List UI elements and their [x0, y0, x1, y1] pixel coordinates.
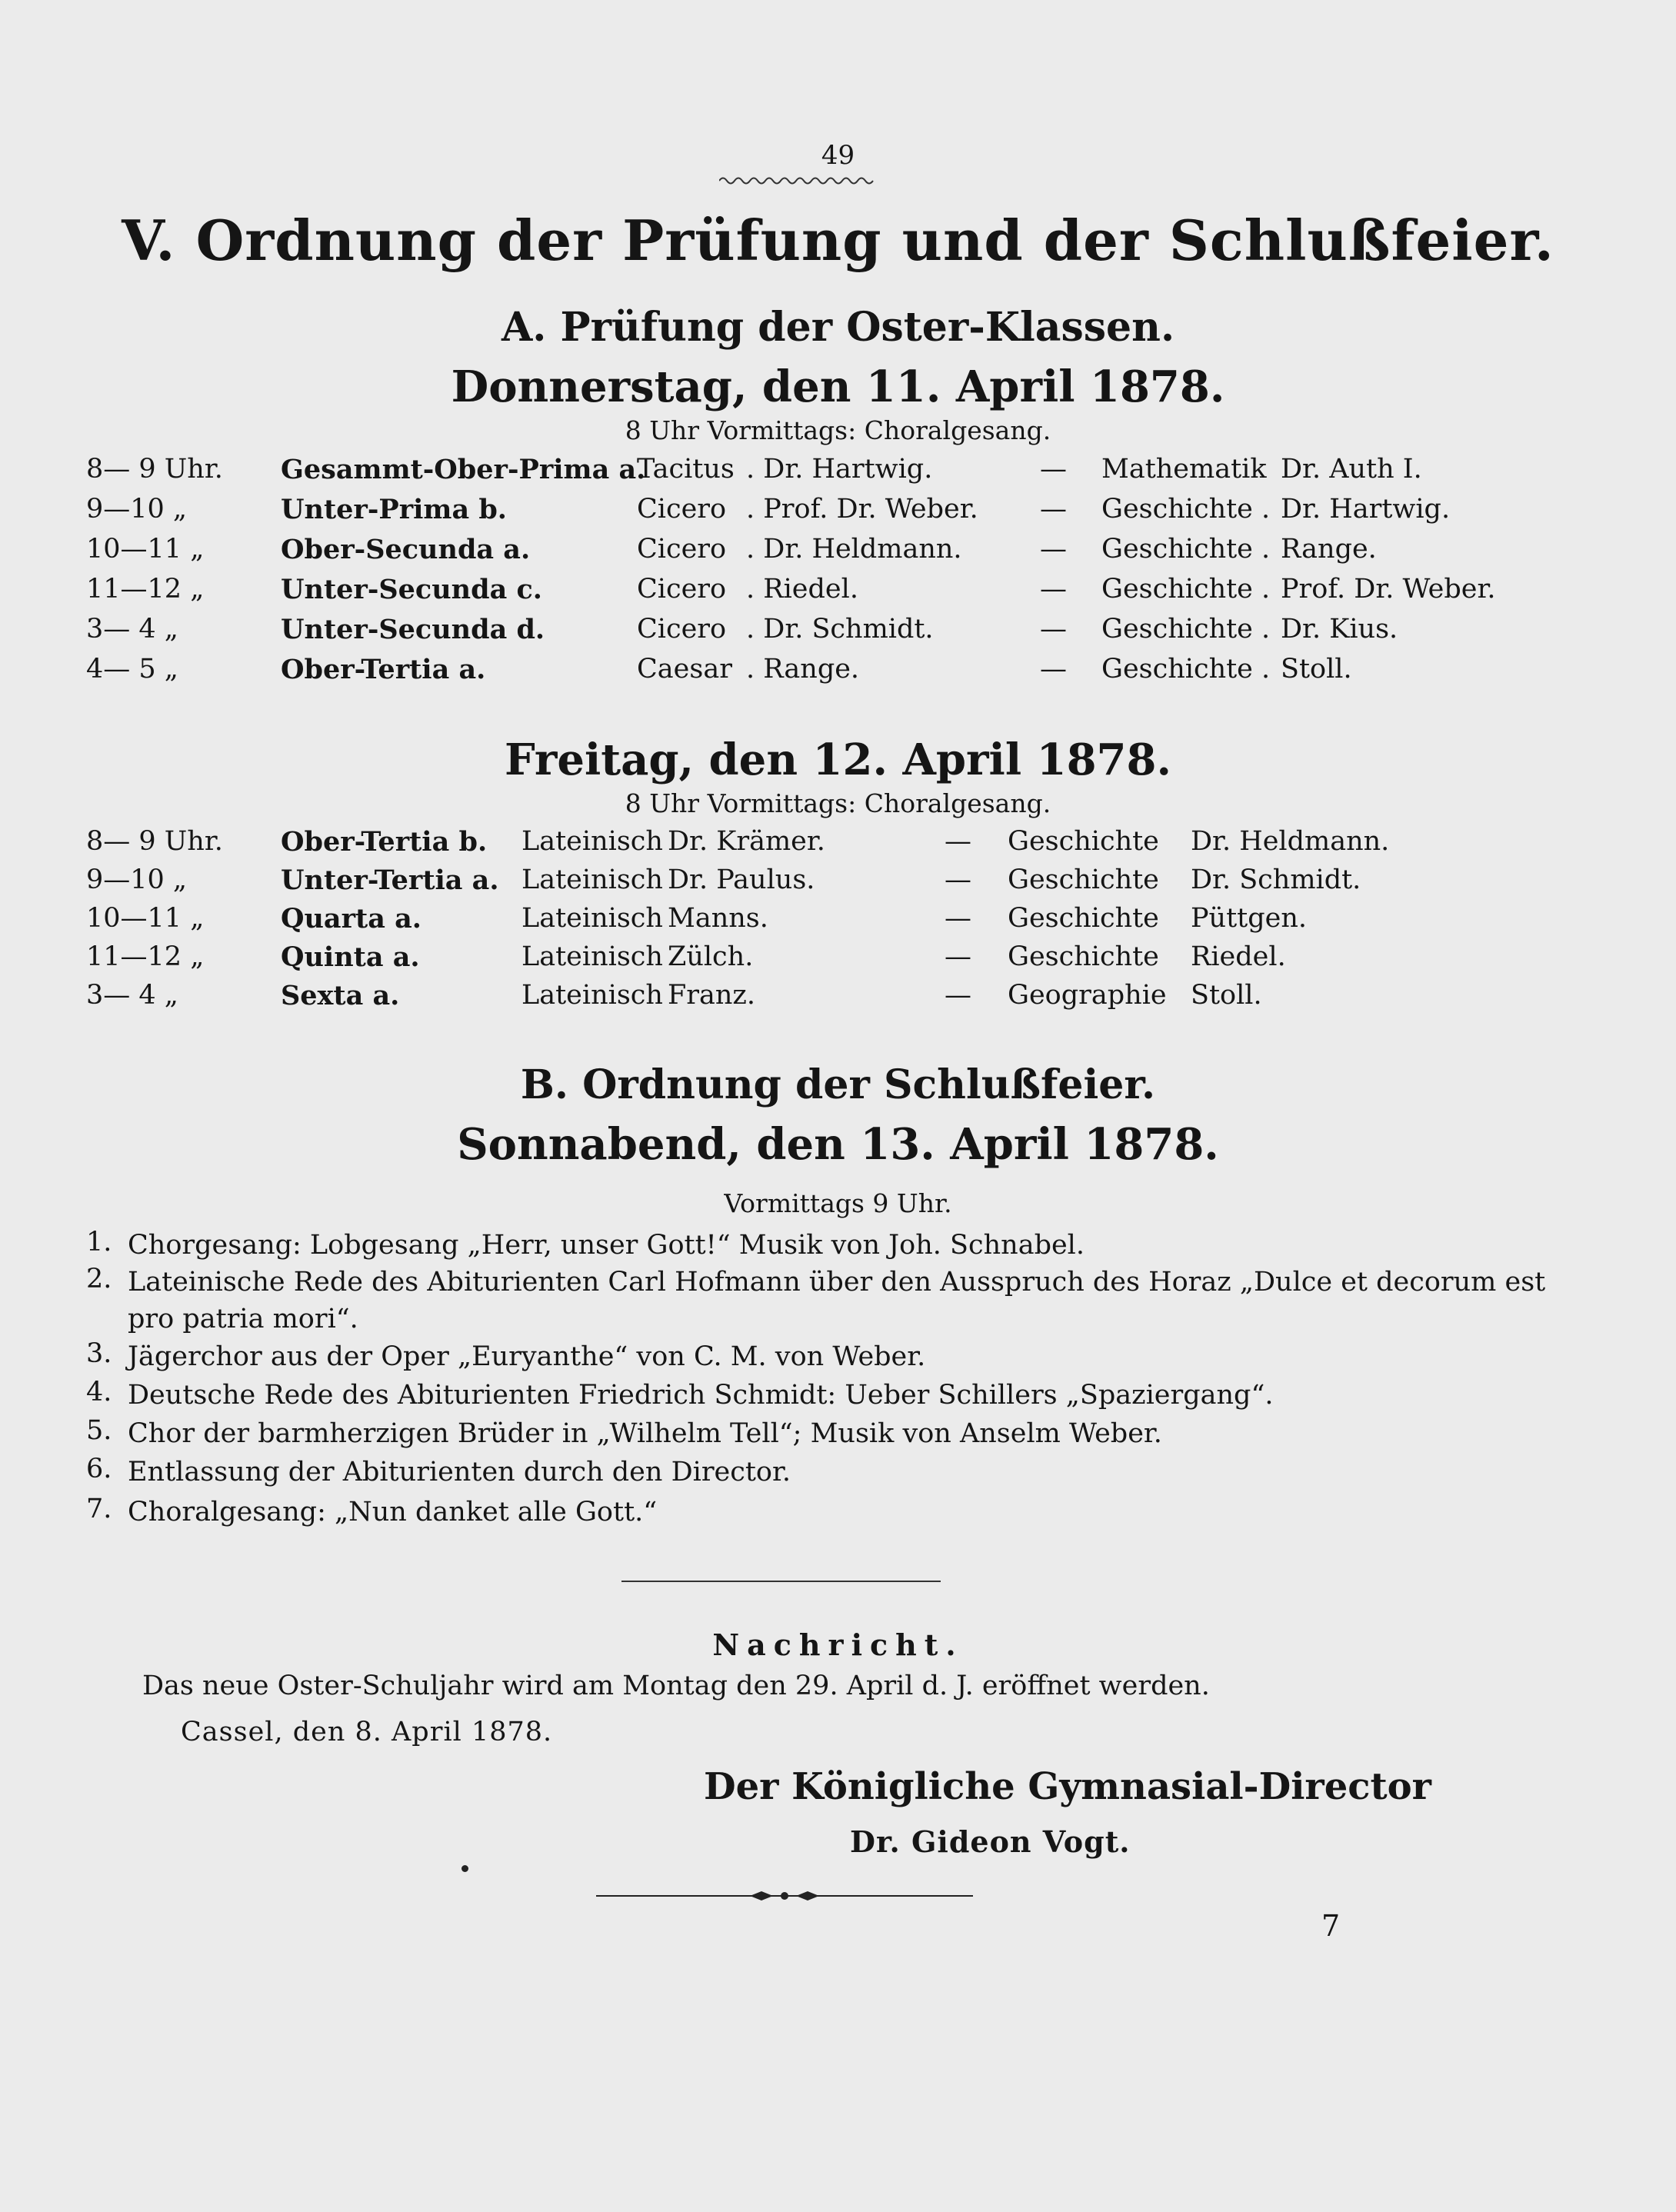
table-row	[0, 574, 1676, 612]
day1-heading: Donnerstag, den 11. April 1878.	[451, 361, 1225, 412]
item-text: Entlassung der Abiturienten durch den Director.	[128, 1457, 791, 1487]
subject-cell: Geschichte	[1008, 941, 1159, 972]
subject-cell: Lateinisch	[521, 826, 663, 857]
teacher-cell: . Dr. Heldmann.	[746, 534, 962, 565]
teacher-cell: Dr. Krämer.	[668, 826, 825, 857]
subject-cell: Cicero	[637, 534, 727, 565]
section-a-title: A. Prüfung der Oster-Klassen.	[501, 304, 1175, 351]
time-cell: 8— 9 Uhr.	[86, 454, 223, 485]
subject-cell: Geschichte .	[1101, 534, 1271, 565]
teacher-cell: . Dr. Schmidt.	[746, 614, 934, 645]
item-text: Choralgesang: „Nun danket alle Gott.“	[128, 1497, 658, 1527]
teacher-cell: Dr. Schmidt.	[1191, 864, 1361, 895]
item-number: 4.	[86, 1377, 112, 1407]
sheet-mark: 7	[1321, 1909, 1341, 1943]
time-cell: 3— 4 „	[86, 980, 178, 1011]
ink-dot	[461, 1865, 468, 1872]
table-row	[0, 494, 1676, 532]
teacher-cell: Dr. Heldmann.	[1191, 826, 1390, 857]
teacher-cell: Franz.	[668, 980, 755, 1011]
item-number: 3.	[86, 1338, 112, 1369]
time-cell: 11—12 „	[86, 574, 205, 605]
day1-subtitle: 8 Uhr Vormittags: Choralgesang.	[625, 415, 1051, 445]
page-number: 49	[821, 140, 855, 171]
item-number: 6.	[86, 1454, 112, 1484]
divider	[621, 1581, 941, 1582]
place-date: Cassel, den 8. April 1878.	[181, 1717, 553, 1747]
notice-text: Das neue Oster-Schuljahr wird am Montag den 29. April d. J. eröffnet werden.	[142, 1671, 1210, 1701]
class-cell: Ober-Secunda a.	[281, 534, 531, 565]
subject-cell: Cicero	[637, 494, 727, 525]
table-row	[0, 826, 1676, 864]
subject-cell: Geschichte	[1008, 864, 1159, 895]
subject-cell: Cicero	[637, 574, 727, 605]
signature-title: Der Königliche Gymnasial-Director	[704, 1765, 1431, 1808]
table-row	[0, 454, 1676, 492]
day3-heading: Sonnabend, den 13. April 1878.	[457, 1119, 1219, 1170]
table-row	[0, 941, 1676, 980]
subject-cell: Lateinisch	[521, 980, 663, 1011]
teacher-cell: . Dr. Hartwig.	[746, 454, 933, 485]
dash-cell: —	[945, 941, 971, 972]
time-cell: 4— 5 „	[86, 654, 178, 685]
table-row	[0, 903, 1676, 941]
subject-cell: Geschichte .	[1101, 614, 1271, 645]
class-cell: Gesammt-Ober-Prima a.	[281, 454, 646, 485]
class-cell: Ober-Tertia a.	[281, 654, 486, 685]
dash-cell: —	[1040, 654, 1067, 685]
item-number: 2.	[86, 1264, 112, 1294]
subject-cell: Geschichte	[1008, 903, 1159, 934]
item-number: 1.	[86, 1227, 112, 1258]
dash-cell: —	[945, 826, 971, 857]
dash-cell: —	[945, 980, 971, 1011]
item-number: 7.	[86, 1494, 112, 1524]
subject-cell: Lateinisch	[521, 903, 663, 934]
subject-cell: Lateinisch	[521, 864, 663, 895]
notice-title: Nachricht.	[712, 1627, 964, 1662]
table-row	[0, 614, 1676, 652]
teacher-cell: Stoll.	[1281, 654, 1352, 685]
teacher-cell: Püttgen.	[1191, 903, 1308, 934]
ornamental-rule	[596, 1888, 973, 1904]
dash-cell: —	[1040, 574, 1067, 605]
time-cell: 9—10 „	[86, 494, 188, 525]
class-cell: Unter-Prima b.	[281, 494, 507, 525]
subject-cell: Tacitus	[637, 454, 735, 485]
time-cell: 8— 9 Uhr.	[86, 826, 223, 857]
teacher-cell: Dr. Auth I.	[1281, 454, 1422, 485]
item-text: Chorgesang: Lobgesang „Herr, unser Gott!“ Musik von Joh. Schnabel.	[128, 1230, 1085, 1261]
day2-heading: Freitag, den 12. April 1878.	[505, 735, 1171, 785]
dash-cell: —	[945, 864, 971, 895]
subject-cell: Mathematik	[1101, 454, 1267, 485]
time-cell: 11—12 „	[86, 941, 205, 972]
class-cell: Ober-Tertia b.	[281, 826, 488, 858]
teacher-cell: Zülch.	[668, 941, 754, 972]
teacher-cell: Dr. Hartwig.	[1281, 494, 1451, 525]
class-cell: Unter-Secunda c.	[281, 574, 542, 605]
item-number: 5.	[86, 1415, 112, 1446]
table-row	[0, 654, 1676, 692]
signature-name: Dr. Gideon Vogt.	[850, 1824, 1131, 1859]
subject-cell: Geschichte	[1008, 826, 1159, 857]
table-row	[0, 864, 1676, 903]
teacher-cell: . Range.	[746, 654, 860, 685]
class-cell: Quarta a.	[281, 903, 421, 934]
subject-cell: Caesar	[637, 654, 732, 685]
subject-cell: Geographie	[1008, 980, 1167, 1011]
dash-cell: —	[1040, 454, 1067, 485]
teacher-cell: Dr. Paulus.	[668, 864, 815, 895]
time-cell: 9—10 „	[86, 864, 188, 895]
dash-cell: —	[1040, 614, 1067, 645]
time-cell: 10—11 „	[86, 903, 205, 934]
teacher-cell: Range.	[1281, 534, 1377, 565]
item-text: Chor der barmherzigen Brüder in „Wilhelm Tell“; Musik von Anselm Weber.	[128, 1418, 1162, 1449]
item-text: Jägerchor aus der Oper „Euryanthe“ von C. M. von Weber.	[128, 1341, 926, 1372]
class-cell: Sexta a.	[281, 980, 400, 1011]
table-row	[0, 534, 1676, 572]
dash-cell: —	[1040, 494, 1067, 525]
teacher-cell: Dr. Kius.	[1281, 614, 1398, 645]
subject-cell: Geschichte .	[1101, 494, 1271, 525]
dash-cell: —	[1040, 534, 1067, 565]
time-cell: 3— 4 „	[86, 614, 178, 645]
class-cell: Unter-Tertia a.	[281, 864, 499, 896]
teacher-cell: Riedel.	[1191, 941, 1286, 972]
subject-cell: Geschichte .	[1101, 574, 1271, 605]
dash-cell: —	[945, 903, 971, 934]
wave-ornament	[719, 175, 877, 186]
teacher-cell: Stoll.	[1191, 980, 1262, 1011]
time-cell: 10—11 „	[86, 534, 205, 565]
subject-cell: Lateinisch	[521, 941, 663, 972]
main-title: V. Ordnung der Prüfung und der Schlußfeier.	[122, 208, 1554, 273]
item-text: Deutsche Rede des Abiturienten Friedrich Schmidt: Ueber Schillers „Spaziergang“.	[128, 1380, 1274, 1411]
class-cell: Quinta a.	[281, 941, 420, 973]
day2-subtitle: 8 Uhr Vormittags: Choralgesang.	[625, 788, 1051, 818]
teacher-cell: Prof. Dr. Weber.	[1281, 574, 1496, 605]
subject-cell: Cicero	[637, 614, 727, 645]
section-b-title: B. Ordnung der Schlußfeier.	[520, 1061, 1156, 1108]
day3-subtitle: Vormittags 9 Uhr.	[724, 1188, 952, 1218]
teacher-cell: . Prof. Dr. Weber.	[746, 494, 978, 525]
subject-cell: Geschichte .	[1101, 654, 1271, 685]
class-cell: Unter-Secunda d.	[281, 614, 545, 645]
teacher-cell: Manns.	[668, 903, 768, 934]
table-row	[0, 980, 1676, 1018]
teacher-cell: . Riedel.	[746, 574, 858, 605]
item-text: Lateinische Rede des Abiturienten Carl Hofmann über den Ausspruch des Horaz „Dulce et decorum est pro patria mori“.	[128, 1267, 1546, 1334]
